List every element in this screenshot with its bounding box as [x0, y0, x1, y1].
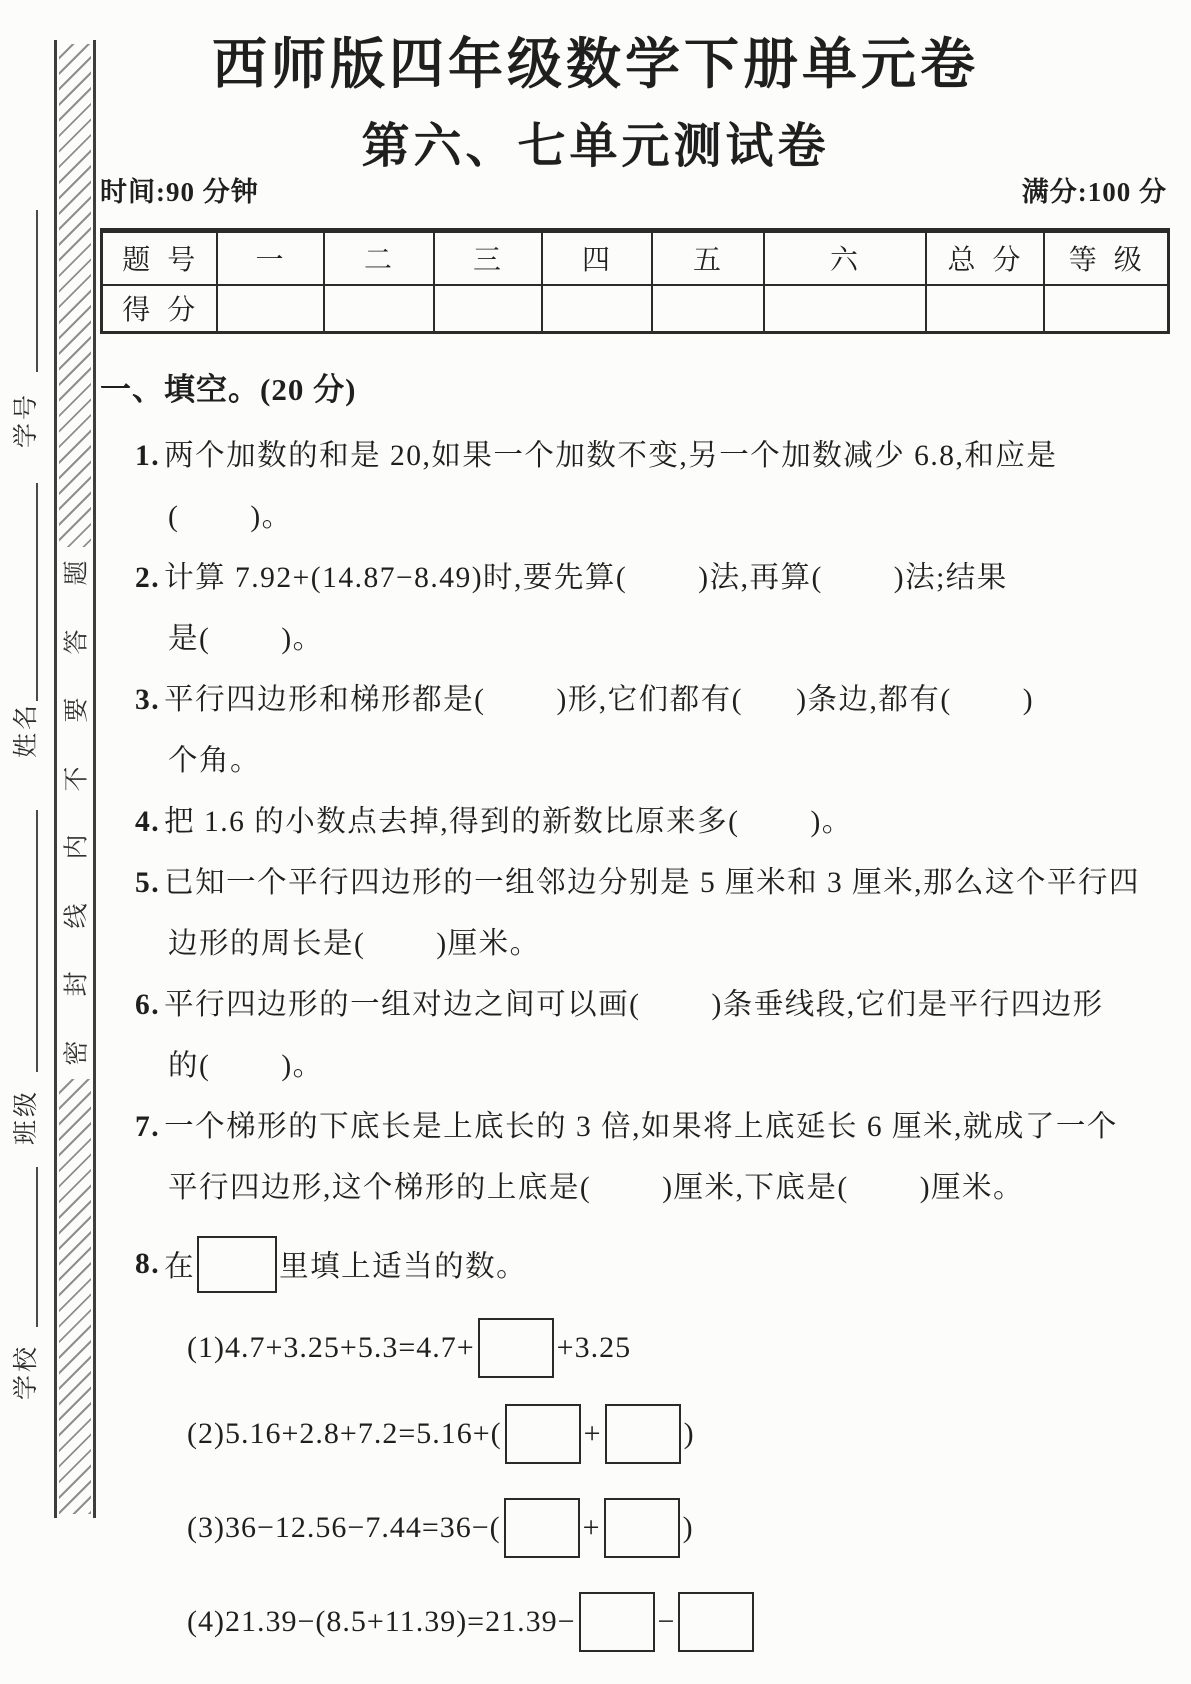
- question-8-item-1: [100, 1315, 1178, 1381]
- equation-text: (3)36−12.56−7.44=36−(: [187, 1511, 501, 1544]
- question-4-line-1: [100, 792, 1178, 853]
- question-number: 3.: [135, 684, 161, 716]
- sidebar-writein-line: [36, 483, 38, 701]
- score-table-header-question-no: 题 号: [102, 231, 217, 285]
- seal-char: 题: [63, 560, 91, 586]
- question-6-line-1: [100, 975, 1178, 1036]
- question-text: 平行四边形和梯形都是( )形,它们都有( )条边,都有( ): [164, 684, 1035, 716]
- equation-text: (2)5.16+2.8+7.2=5.16+(: [187, 1417, 502, 1450]
- question-6-line-2: 的( )。: [168, 1050, 324, 1082]
- seal-char: 内: [63, 834, 91, 860]
- section-heading: 一、填空。(20 分): [100, 372, 357, 407]
- header: [100, 20, 1091, 176]
- fill-box: [579, 1592, 655, 1652]
- question-8-item-2: [100, 1401, 1178, 1467]
- question-number: 1.: [135, 440, 161, 472]
- score-cell: [434, 285, 542, 333]
- equation-text: (1)4.7+3.25+5.3=4.7+: [187, 1331, 475, 1364]
- question-2-line-1: [100, 548, 1178, 609]
- fill-box: [478, 1318, 554, 1378]
- equation-text: −: [657, 1605, 676, 1638]
- meta-row: [100, 170, 1167, 209]
- question-text: 平行四边形的一组对边之间可以画( )条垂线段,它们是平行四边形: [164, 989, 1104, 1021]
- question-text: 在: [164, 1251, 196, 1283]
- question-3-line-1: [100, 670, 1178, 731]
- question-1-line-2: ( )。: [168, 501, 293, 533]
- score-cell: [1044, 285, 1169, 333]
- sidebar-label-class: 班级: [13, 1089, 40, 1146]
- question-7-line-2: 平行四边形,这个梯形的上底是( )厘米,下底是( )厘米。: [168, 1172, 1025, 1204]
- section-fill-in-blanks: [100, 370, 1178, 1655]
- seal-char: 不: [63, 766, 91, 792]
- score-table-header-1: 一: [217, 231, 324, 285]
- fill-box: [604, 1498, 680, 1558]
- score-table-header-5: 五: [652, 231, 764, 285]
- score-table-header-2: 二: [324, 231, 434, 285]
- full-score-label: 满分:100 分: [1021, 177, 1167, 207]
- question-text: 计算 7.92+(14.87−8.49)时,要先算( )法,再算( )法;结果: [164, 562, 1008, 594]
- question-2-line-2: 是( )。: [168, 623, 324, 655]
- question-text: 已知一个平行四边形的一组邻边分别是 5 厘米和 3 厘米,那么这个平行四: [164, 867, 1141, 899]
- score-table-header-3: 三: [434, 231, 542, 285]
- time-label: 时间:90 分钟: [100, 177, 259, 207]
- seal-char: 答: [63, 629, 91, 655]
- score-cell: [324, 285, 434, 333]
- equation-text: +3.25: [556, 1331, 632, 1364]
- equation-text: ): [683, 1417, 695, 1450]
- equation-text: +: [582, 1511, 601, 1544]
- question-text: 两个加数的和是 20,如果一个加数不变,另一个加数减少 6.8,和应是: [164, 440, 1058, 472]
- question-1-line-1: [100, 426, 1178, 487]
- sidebar-label-student-id: 学号: [13, 392, 40, 449]
- sidebar-writein-line: [36, 1167, 38, 1327]
- equation-text: ): [682, 1511, 694, 1544]
- sidebar-label-name: 姓名: [13, 702, 40, 759]
- hatch-pattern-bottom: [59, 1079, 91, 1514]
- seal-char: 密: [63, 1040, 91, 1066]
- fill-box: [605, 1404, 681, 1464]
- score-table: [100, 228, 1170, 334]
- equation-text: (4)21.39−(8.5+11.39)=21.39−: [187, 1605, 576, 1638]
- question-text: 里填上适当的数。: [279, 1251, 528, 1283]
- score-cell: [764, 285, 926, 333]
- score-table-header-6: 六: [764, 231, 926, 285]
- score-table-header-4: 四: [542, 231, 652, 285]
- question-8-head: [100, 1233, 1178, 1295]
- seal-char: 封: [63, 971, 91, 997]
- hatch-pattern-top: [59, 44, 91, 547]
- score-cell: [217, 285, 324, 333]
- question-5-line-1: [100, 853, 1178, 914]
- question-text: 把 1.6 的小数点去掉,得到的新数比原来多( )。: [164, 806, 853, 838]
- question-number: 5.: [135, 867, 161, 899]
- seal-char: 要: [63, 697, 91, 723]
- question-3-line-2: 个角。: [168, 745, 262, 777]
- equation-text: +: [583, 1417, 602, 1450]
- fill-box: [197, 1236, 277, 1293]
- question-number: 2.: [135, 562, 161, 594]
- sidebar-writein-line: [36, 810, 38, 1072]
- page-subtitle: 第六、七单元测试卷: [361, 120, 830, 173]
- question-8-item-3: [100, 1495, 1178, 1561]
- sidebar-label-school: 学校: [13, 1344, 40, 1401]
- seal-phrase-vertical: [57, 547, 93, 1079]
- score-cell: [652, 285, 764, 333]
- question-7-line-1: [100, 1097, 1178, 1158]
- question-number: 8.: [135, 1247, 161, 1280]
- sidebar-writein-line: [36, 210, 38, 372]
- question-number: 7.: [135, 1111, 161, 1143]
- question-8-item-4: [100, 1589, 1178, 1655]
- fill-box: [678, 1592, 754, 1652]
- score-table-header-total: 总 分: [926, 231, 1044, 285]
- question-5-line-2: 边形的周长是( )厘米。: [168, 928, 541, 960]
- score-cell: [926, 285, 1044, 333]
- question-number: 6.: [135, 989, 161, 1021]
- seal-line-strip: [54, 40, 96, 1518]
- question-number: 4.: [135, 806, 161, 838]
- seal-char: 线: [63, 903, 91, 929]
- fill-box: [504, 1498, 580, 1558]
- score-cell: [542, 285, 652, 333]
- score-row-label: 得 分: [102, 285, 217, 333]
- fill-box: [505, 1404, 581, 1464]
- page-title: 西师版四年级数学下册单元卷: [211, 34, 979, 95]
- score-table-header-grade: 等 级: [1044, 231, 1169, 285]
- question-text: 一个梯形的下底长是上底长的 3 倍,如果将上底延长 6 厘米,就成了一个: [164, 1111, 1118, 1143]
